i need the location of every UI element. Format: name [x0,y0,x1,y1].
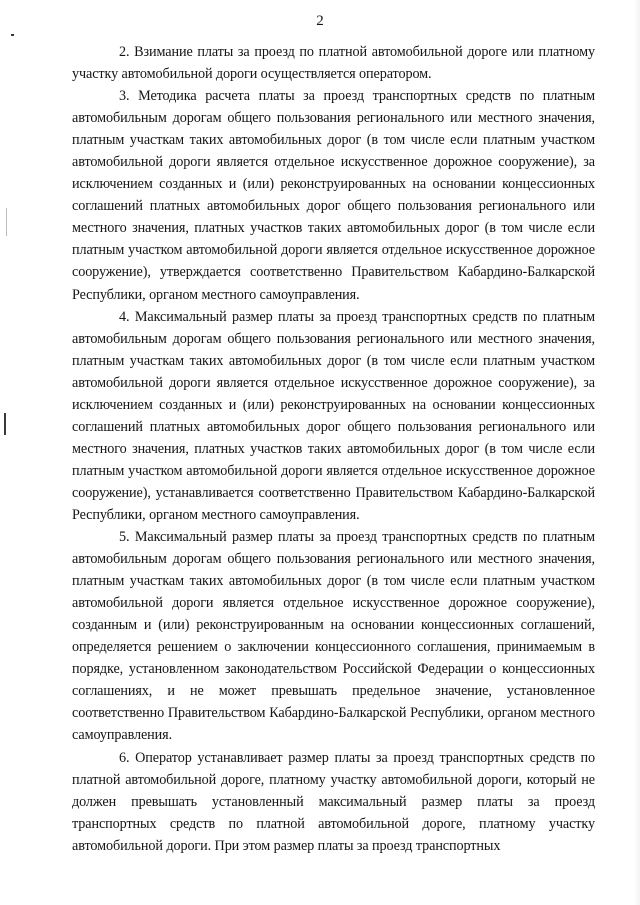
scan-margin-mark [4,413,6,435]
scan-edge-shadow [634,0,640,905]
paragraph-5: 5. Максимальный размер платы за проезд транспортных средств по платным автомобильным дорогам общего пользования регионального или местного значения, платным участкам таких автомобильных дорог (в том числе если платным участком автомобильной дороги является отдельное искусственное дорожное сооружение), созданным и (или) реконструированным на основании концессионных соглашений, определяется решением о заключении концессионного соглашения, принимаемым в порядке, установленном законодательством Российской Федерации о концессионных соглашениях, и не может превышать предельное значение, установленное соответственно Правительством Кабардино-Балкарской Республики, органом местного самоуправления. [72,529,595,744]
paragraph-2: 2. Взимание платы за проезд по платной автомобильной дороге или платному участку автомобильной дороги осуществляется оператором. [72,44,595,83]
scan-speck [11,34,14,36]
page-number: 2 [316,13,324,29]
document-body [72,41,595,857]
paragraph-3: 3. Методика расчета платы за проезд транспортных средств по платным автомобильным дорогам общего пользования регионального или местного значения, платным участкам таких автомобильных дорог (в том числе если платным участком автомобильной дороги является отдельное искусственное дорожное сооружение), за исключением созданных и (или) реконструированных на основании концессионных соглашений платных автомобильных дорог общего пользования регионального или местного значения, платных участков таких автомобильных дорог (в том числе если платным участком автомобильной дороги является отдельное искусственное дорожное сооружение), утверждается соответственно Правительством Кабардино-Балкарской Республики, органом местного самоуправления. [72,88,595,303]
paragraph-4: 4. Максимальный размер платы за проезд транспортных средств по платным автомобильным дорогам общего пользования регионального или местного значения, платным участкам таких автомобильных дорог (в том числе если платным участком автомобильной дороги является отдельное искусственное дорожное сооружение), за исключением созданных и (или) реконструированных на основании концессионных соглашений платных автомобильных дорог общего пользования регионального или местного значения, платных участков таких автомобильных дорог (в том числе если платным участком автомобильной дороги является отдельное искусственное дорожное сооружение), устанавливается соответственно Правительством Кабардино-Балкарской Республики, органом местного самоуправления. [72,308,595,523]
paragraph-6: 6. Оператор устанавливает размер платы за проезд транспортных средств по платной автомобильной дороге, платному участку автомобильной дороги, который не должен превышать установленный максимальный размер платы за проезд транспортных средств по платной автомобильной дороге, платному участку автомобильной дороги. При этом размер платы за проезд транспортных [72,749,595,854]
scan-margin-mark-faint [6,208,7,236]
